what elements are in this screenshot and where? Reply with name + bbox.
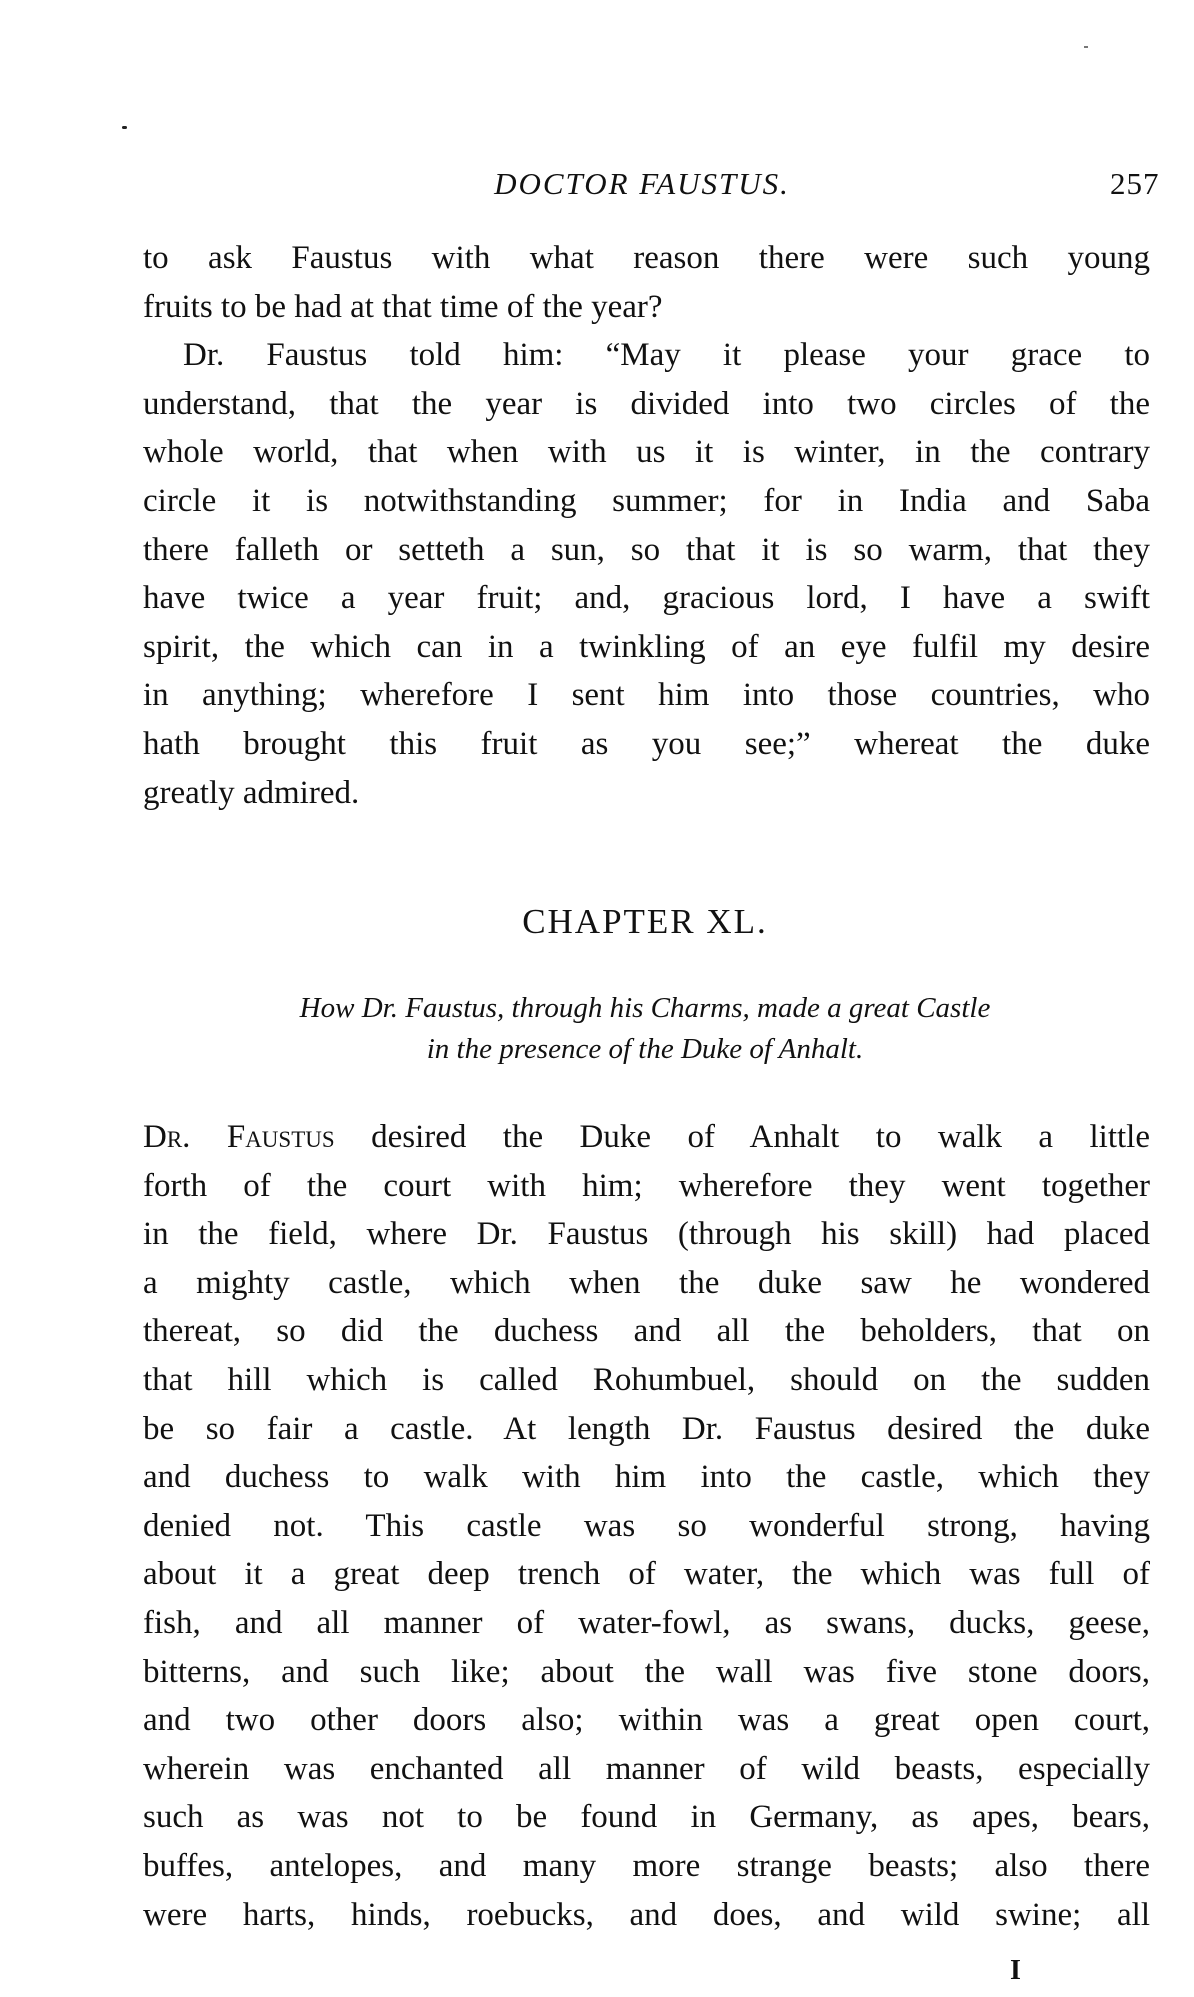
opening-small-caps: Dr. Faustus [143, 1119, 335, 1155]
text-line: fruits to be had at that time of the year? [143, 288, 663, 325]
chapter-body [143, 1113, 1150, 1939]
text-line: in the field, where Dr. Faustus (through his skill) had placed [143, 1216, 1150, 1253]
text-line: there falleth or setteth a sun, so that it is so warm, that they [143, 531, 1150, 568]
scan-speck [122, 126, 127, 129]
text-line: thereat, so did the duchess and all the beholders, that on [143, 1313, 1150, 1350]
text-line: and two other doors also; within was a great open court, [143, 1702, 1150, 1739]
text-line: denied not. This castle was so wonderful strong, having [143, 1507, 1150, 1544]
text-line: circle it is notwithstanding summer; for in India and Saba [143, 482, 1150, 519]
scan-speck [1084, 46, 1088, 48]
page-number: 257 [1110, 166, 1160, 201]
paragraph-continued [143, 234, 1150, 817]
text-line: have twice a year fruit; and, gracious lord, I have a swift [143, 580, 1150, 617]
text-line: bitterns, and such like; about the wall was five stone doors, [143, 1653, 1150, 1690]
chapter-subtitle-line: How Dr. Faustus, through his Charms, made a great Castle [299, 992, 991, 1024]
text-line: whole world, that when with us it is winter, in the contrary [143, 434, 1150, 471]
text-line: a mighty castle, which when the duke saw he wondered [143, 1264, 1150, 1301]
text-line: forth of the court with him; wherefore they went together [143, 1167, 1150, 1204]
text-line: about it a great deep trench of water, the which was full of [143, 1556, 1150, 1593]
text-line: be so fair a castle. At length Dr. Faustus desired the duke [143, 1410, 1150, 1447]
text-line: hath brought this fruit as you see;” whereat the duke [143, 725, 1150, 762]
running-title: DOCTOR FAUSTUS. [494, 166, 790, 201]
signature-mark: I [1010, 1955, 1021, 1986]
text-line: greatly admired. [143, 774, 360, 811]
text-line: in anything; wherefore I sent him into those countries, who [143, 677, 1150, 714]
text-line: understand, that the year is divided into two circles of the [143, 385, 1150, 422]
text-line: spirit, the which can in a twinkling of an eye fulfil my desire [143, 628, 1150, 665]
text-line: were harts, hinds, roebucks, and does, and wild swine; all [143, 1896, 1150, 1933]
text-line [143, 1113, 1150, 1162]
text-line: wherein was enchanted all manner of wild beasts, especially [143, 1750, 1150, 1787]
chapter-heading: CHAPTER XL. [522, 902, 768, 941]
text-line: fish, and all manner of water-fowl, as swans, ducks, geese, [143, 1604, 1150, 1641]
text-line: to ask Faustus with what reason there were such young [143, 240, 1150, 276]
text-line: buffes, antelopes, and many more strange beasts; also there [143, 1847, 1150, 1884]
text-line: such as was not to be found in Germany, as apes, bears, [143, 1799, 1150, 1836]
chapter-subtitle-line: in the presence of the Duke of Anhalt. [426, 1033, 864, 1065]
text-span: desired the Duke of Anhalt to walk a little [334, 1119, 1150, 1155]
text-line: that hill which is called Rohumbuel, should on the sudden [143, 1361, 1150, 1398]
text-line: Dr. Faustus told him: “May it please your grace to [183, 337, 1150, 374]
text-line: and duchess to walk with him into the castle, which they [143, 1459, 1150, 1496]
